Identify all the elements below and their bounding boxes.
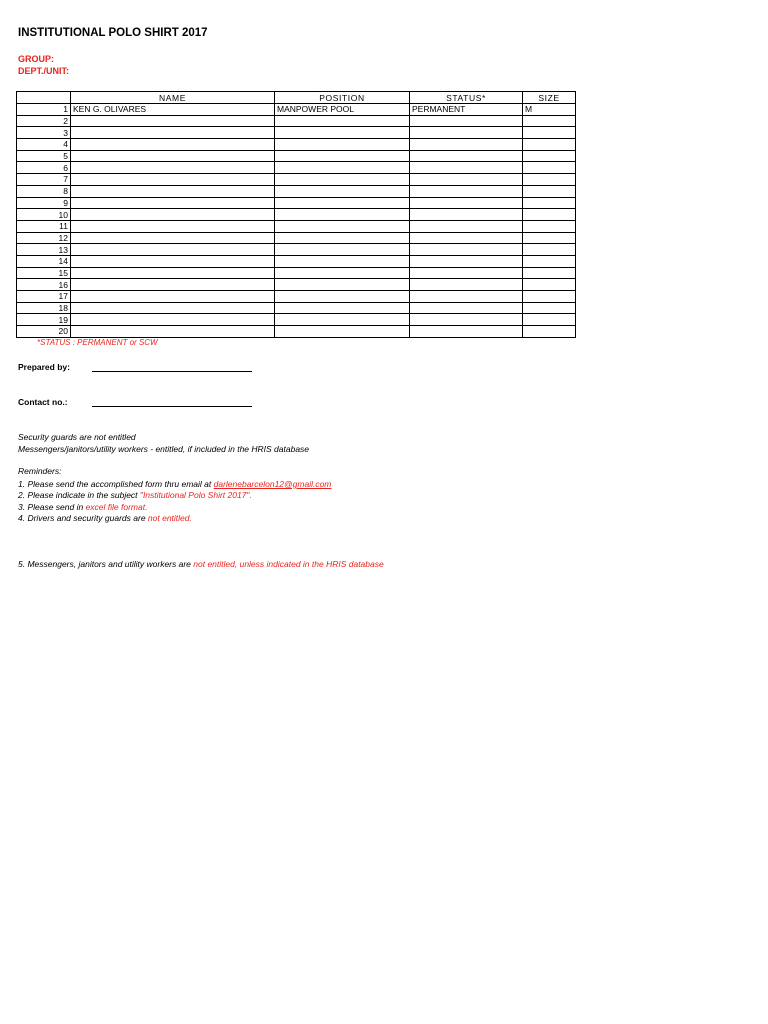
- form-title: INSTITUTIONAL POLO SHIRT 2017: [18, 27, 208, 39]
- table-row: [17, 150, 576, 162]
- status-cell[interactable]: [410, 302, 523, 314]
- row-number-cell: 5: [17, 150, 71, 162]
- status-cell[interactable]: [410, 150, 523, 162]
- row-number-cell: 19: [17, 314, 71, 326]
- position-cell[interactable]: [275, 127, 410, 139]
- group-label: GROUP:: [18, 54, 54, 64]
- name-cell[interactable]: [71, 115, 275, 127]
- roster-table: [16, 91, 576, 338]
- name-cell[interactable]: [71, 314, 275, 326]
- name-cell[interactable]: [71, 162, 275, 174]
- status-cell[interactable]: [410, 139, 523, 151]
- name-cell[interactable]: [71, 244, 275, 256]
- reminder-3: [18, 502, 147, 512]
- note-messengers: Messengers/janitors/utility workers - entitled, if included in the HRIS database: [18, 444, 310, 454]
- row-number-cell: 12: [17, 232, 71, 244]
- position-cell[interactable]: [275, 185, 410, 197]
- position-cell[interactable]: [275, 314, 410, 326]
- status-cell[interactable]: [410, 220, 523, 232]
- position-cell[interactable]: [275, 255, 410, 267]
- size-cell[interactable]: [523, 150, 576, 162]
- status-cell[interactable]: [410, 326, 523, 338]
- reminder-2-subject: "Institutional Polo Shirt 2017".: [139, 490, 252, 500]
- size-cell[interactable]: [523, 127, 576, 139]
- table-row: [17, 326, 576, 338]
- table-row: [17, 314, 576, 326]
- row-number-cell: 6: [17, 162, 71, 174]
- table-header-row: [17, 92, 576, 104]
- table-row: [17, 232, 576, 244]
- position-cell[interactable]: [275, 139, 410, 151]
- position-cell[interactable]: [275, 150, 410, 162]
- reminder-2: [18, 490, 252, 500]
- size-cell[interactable]: [523, 232, 576, 244]
- row-number-cell: 18: [17, 302, 71, 314]
- reminder-5-not-entitled: not entitled, unless indicated in the HRIS database: [193, 559, 384, 569]
- name-cell[interactable]: [71, 291, 275, 303]
- row-number-cell: 13: [17, 244, 71, 256]
- status-cell[interactable]: [410, 174, 523, 186]
- name-cell[interactable]: [71, 255, 275, 267]
- status-cell[interactable]: [410, 185, 523, 197]
- row-number-cell: 1: [17, 104, 71, 116]
- name-cell[interactable]: [71, 279, 275, 291]
- position-cell[interactable]: MANPOWER POOL: [275, 104, 410, 116]
- size-cell[interactable]: [523, 197, 576, 209]
- status-cell[interactable]: [410, 279, 523, 291]
- status-cell[interactable]: [410, 291, 523, 303]
- header-position: POSITION: [275, 92, 410, 104]
- table-row: [17, 291, 576, 303]
- status-cell[interactable]: [410, 255, 523, 267]
- status-cell[interactable]: [410, 127, 523, 139]
- dept-unit-label: DEPT./UNIT:: [18, 66, 70, 76]
- name-cell[interactable]: [71, 326, 275, 338]
- name-cell[interactable]: [71, 185, 275, 197]
- status-cell[interactable]: PERMANENT: [410, 104, 523, 116]
- position-cell[interactable]: [275, 232, 410, 244]
- position-cell[interactable]: [275, 302, 410, 314]
- reminder-4-text: 4. Drivers and security guards are: [18, 513, 148, 523]
- size-cell[interactable]: [523, 209, 576, 221]
- row-number-cell: 14: [17, 255, 71, 267]
- table-row: [17, 197, 576, 209]
- name-cell[interactable]: KEN G. OLIVARES: [71, 104, 275, 116]
- row-number-cell: 8: [17, 185, 71, 197]
- name-cell[interactable]: [71, 209, 275, 221]
- table-row: [17, 302, 576, 314]
- size-cell[interactable]: [523, 291, 576, 303]
- row-number-cell: 15: [17, 267, 71, 279]
- note-security-guards: Security guards are not entitled: [18, 432, 136, 442]
- row-number-cell: 17: [17, 291, 71, 303]
- name-cell[interactable]: [71, 197, 275, 209]
- size-cell[interactable]: [523, 244, 576, 256]
- row-number-cell: 9: [17, 197, 71, 209]
- status-cell[interactable]: [410, 197, 523, 209]
- status-cell[interactable]: [410, 267, 523, 279]
- row-number-cell: 3: [17, 127, 71, 139]
- table-row: [17, 244, 576, 256]
- position-cell[interactable]: [275, 291, 410, 303]
- reminder-4-not-entitled: not entitled.: [147, 513, 192, 523]
- size-cell[interactable]: [523, 255, 576, 267]
- reminder-3-text: 3. Please send in: [18, 502, 86, 512]
- size-cell[interactable]: [523, 314, 576, 326]
- status-cell[interactable]: [410, 115, 523, 127]
- name-cell[interactable]: [71, 139, 275, 151]
- header-number: [17, 92, 71, 104]
- position-cell[interactable]: [275, 115, 410, 127]
- status-cell[interactable]: [410, 162, 523, 174]
- name-cell[interactable]: [71, 232, 275, 244]
- position-cell[interactable]: [275, 174, 410, 186]
- size-cell[interactable]: [523, 279, 576, 291]
- name-cell[interactable]: [71, 302, 275, 314]
- roster-body: [17, 104, 576, 338]
- reminder-3-format: excel file format.: [85, 502, 148, 512]
- size-cell[interactable]: M: [523, 104, 576, 116]
- position-cell[interactable]: [275, 162, 410, 174]
- row-number-cell: 7: [17, 174, 71, 186]
- table-row: [17, 104, 576, 116]
- name-cell[interactable]: [71, 220, 275, 232]
- table-row: [17, 255, 576, 267]
- prepared-by-signature-line[interactable]: [92, 371, 252, 372]
- size-cell[interactable]: [523, 139, 576, 151]
- table-row: [17, 279, 576, 291]
- position-cell[interactable]: [275, 244, 410, 256]
- row-number-cell: 4: [17, 139, 71, 151]
- name-cell[interactable]: [71, 150, 275, 162]
- reminder-1: [18, 479, 331, 489]
- size-cell[interactable]: [523, 162, 576, 174]
- position-cell[interactable]: [275, 209, 410, 221]
- size-cell[interactable]: [523, 220, 576, 232]
- size-cell[interactable]: [523, 267, 576, 279]
- email-link[interactable]: darlenebarcelon12@gmail.com: [213, 479, 332, 489]
- table-row: [17, 209, 576, 221]
- table-row: [17, 115, 576, 127]
- row-number-cell: 20: [17, 326, 71, 338]
- name-cell[interactable]: [71, 267, 275, 279]
- position-cell[interactable]: [275, 326, 410, 338]
- table-row: [17, 139, 576, 151]
- position-cell[interactable]: [275, 197, 410, 209]
- position-cell[interactable]: [275, 267, 410, 279]
- table-row: [17, 162, 576, 174]
- size-cell[interactable]: [523, 115, 576, 127]
- name-cell[interactable]: [71, 174, 275, 186]
- prepared-by-label: Prepared by:: [18, 362, 70, 372]
- status-cell[interactable]: [410, 244, 523, 256]
- reminder-5: [18, 559, 384, 569]
- status-cell[interactable]: [410, 209, 523, 221]
- row-number-cell: 2: [17, 115, 71, 127]
- size-cell[interactable]: [523, 185, 576, 197]
- reminder-1-text: 1. Please send the accomplished form thru email at: [18, 479, 214, 489]
- table-row: [17, 174, 576, 186]
- size-cell[interactable]: [523, 174, 576, 186]
- row-number-cell: 11: [17, 220, 71, 232]
- reminders-heading: Reminders:: [18, 466, 62, 476]
- reminder-5-text: 5. Messengers, janitors and utility workers are: [18, 559, 194, 569]
- position-cell[interactable]: [275, 279, 410, 291]
- status-note: *STATUS : PERMANENT or SCW: [37, 338, 158, 347]
- status-cell[interactable]: [410, 314, 523, 326]
- header-size: SIZE: [523, 92, 576, 104]
- position-cell[interactable]: [275, 220, 410, 232]
- table-row: [17, 127, 576, 139]
- header-status: STATUS*: [410, 92, 523, 104]
- name-cell[interactable]: [71, 127, 275, 139]
- status-cell[interactable]: [410, 232, 523, 244]
- table-row: [17, 267, 576, 279]
- reminder-4: [18, 513, 192, 523]
- reminder-2-text: 2. Please indicate in the subject: [18, 490, 140, 500]
- contact-number-line[interactable]: [92, 406, 252, 407]
- table-row: [17, 220, 576, 232]
- row-number-cell: 16: [17, 279, 71, 291]
- contact-label: Contact no.:: [18, 397, 68, 407]
- row-number-cell: 10: [17, 209, 71, 221]
- size-cell[interactable]: [523, 302, 576, 314]
- table-row: [17, 185, 576, 197]
- header-name: NAME: [71, 92, 275, 104]
- size-cell[interactable]: [523, 326, 576, 338]
